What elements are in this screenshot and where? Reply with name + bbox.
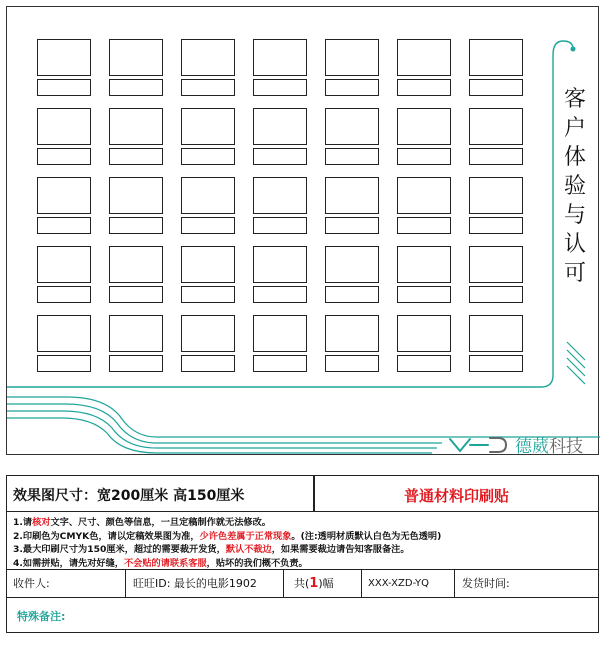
photo-frame [469, 39, 523, 76]
photo-frame [325, 246, 379, 283]
caption-box [37, 217, 91, 234]
caption-box [397, 286, 451, 303]
divider [283, 570, 284, 598]
count-field: 共(1)幅 [294, 576, 334, 591]
caption-box [325, 286, 379, 303]
photo-frame [469, 177, 523, 214]
size-row [7, 476, 598, 512]
photo-frame [37, 177, 91, 214]
photo-frame [325, 108, 379, 145]
photo-frame [37, 246, 91, 283]
note-4: 4.如需拼贴，请先对好缝，不会贴的请联系客服，贴坏的我们概不负责。 [13, 557, 308, 569]
title-char: 验 [563, 174, 586, 199]
caption-box [469, 286, 523, 303]
recipient-label: 收件人: [13, 577, 50, 590]
caption-box [37, 286, 91, 303]
order-code: XXX-XZD-YQ [368, 578, 429, 589]
photo-frame [181, 246, 235, 283]
title-char: 户 [563, 116, 586, 141]
caption-box [397, 217, 451, 234]
photo-frame [397, 177, 451, 214]
note-3: 3.最大印刷尺寸为150厘米，超过的需要裁开发货，默认不裁边，如果需要裁边请告知客服备注。 [13, 544, 410, 555]
note-1: 1.请核对文字、尺寸、颜色等信息，一旦定稿制作就无法修改。 [13, 517, 271, 528]
photo-frame [109, 177, 163, 214]
photo-frame [325, 315, 379, 352]
photo-frame [397, 39, 451, 76]
caption-box [181, 148, 235, 165]
photo-frame [109, 39, 163, 76]
board-title [560, 85, 590, 288]
photo-frame [37, 315, 91, 352]
photo-frame [181, 177, 235, 214]
photo-frame [325, 177, 379, 214]
order-info-table [6, 475, 599, 633]
photo-frame [109, 246, 163, 283]
caption-box [253, 79, 307, 96]
special-notes-row [7, 598, 598, 632]
photo-frame [37, 39, 91, 76]
ship-time-label: 发货时间: [462, 577, 510, 590]
company-logo-text [515, 432, 583, 457]
note-2: 2.印刷色为CMYK色，请以定稿效果图为准，少许色差属于正常现象。(注:透明材质默认白色为无色透明) [13, 530, 442, 542]
caption-box [469, 355, 523, 372]
photo-frame [469, 246, 523, 283]
title-char: 可 [563, 261, 586, 286]
caption-box [37, 355, 91, 372]
photo-frame [397, 108, 451, 145]
photo-frame [253, 108, 307, 145]
logo-suffix: 科技 [549, 437, 583, 457]
divider [125, 570, 126, 598]
photo-frame [397, 246, 451, 283]
caption-box [181, 217, 235, 234]
photo-frame [253, 246, 307, 283]
caption-box [469, 217, 523, 234]
caption-box [109, 79, 163, 96]
caption-box [37, 148, 91, 165]
photo-frame [397, 315, 451, 352]
caption-box [109, 148, 163, 165]
photo-frame [253, 315, 307, 352]
caption-box [37, 79, 91, 96]
caption-box [325, 148, 379, 165]
title-char: 客 [563, 87, 586, 112]
caption-box [325, 217, 379, 234]
caption-box [469, 148, 523, 165]
title-char: 与 [563, 203, 586, 228]
caption-box [325, 79, 379, 96]
paper-type: 普通材料印刷贴 [403, 487, 509, 505]
caption-box [397, 79, 451, 96]
divider [454, 570, 455, 598]
photo-frame [325, 39, 379, 76]
caption-box [253, 217, 307, 234]
logo-icon [448, 435, 510, 455]
photo-frame [109, 108, 163, 145]
caption-box [109, 286, 163, 303]
caption-box [469, 79, 523, 96]
caption-box [181, 286, 235, 303]
caption-box [109, 355, 163, 372]
photo-frame [469, 315, 523, 352]
caption-box [253, 148, 307, 165]
photo-frame [253, 177, 307, 214]
logo-brand: 德葳 [515, 437, 549, 457]
photo-frame [181, 39, 235, 76]
caption-box [253, 355, 307, 372]
caption-box [109, 217, 163, 234]
photo-frame [181, 315, 235, 352]
divider [361, 570, 362, 598]
title-char: 认 [563, 232, 586, 257]
photo-frame [181, 108, 235, 145]
notes-block [7, 512, 598, 570]
caption-box [325, 355, 379, 372]
photo-frame [469, 108, 523, 145]
photo-frame [253, 39, 307, 76]
photo-frame [109, 315, 163, 352]
special-notes-label: 特殊备注: [17, 610, 66, 623]
caption-box [181, 355, 235, 372]
title-char: 体 [563, 145, 586, 170]
effect-board [6, 6, 599, 455]
caption-box [181, 79, 235, 96]
caption-box [253, 286, 307, 303]
size-label: 效果图尺寸：宽200厘米 高150厘米 [13, 488, 245, 504]
caption-box [397, 148, 451, 165]
order-row [7, 570, 598, 598]
photo-frame [37, 108, 91, 145]
wangwang-id: 旺旺ID: 最长的电影1902 [133, 577, 257, 590]
caption-box [397, 355, 451, 372]
